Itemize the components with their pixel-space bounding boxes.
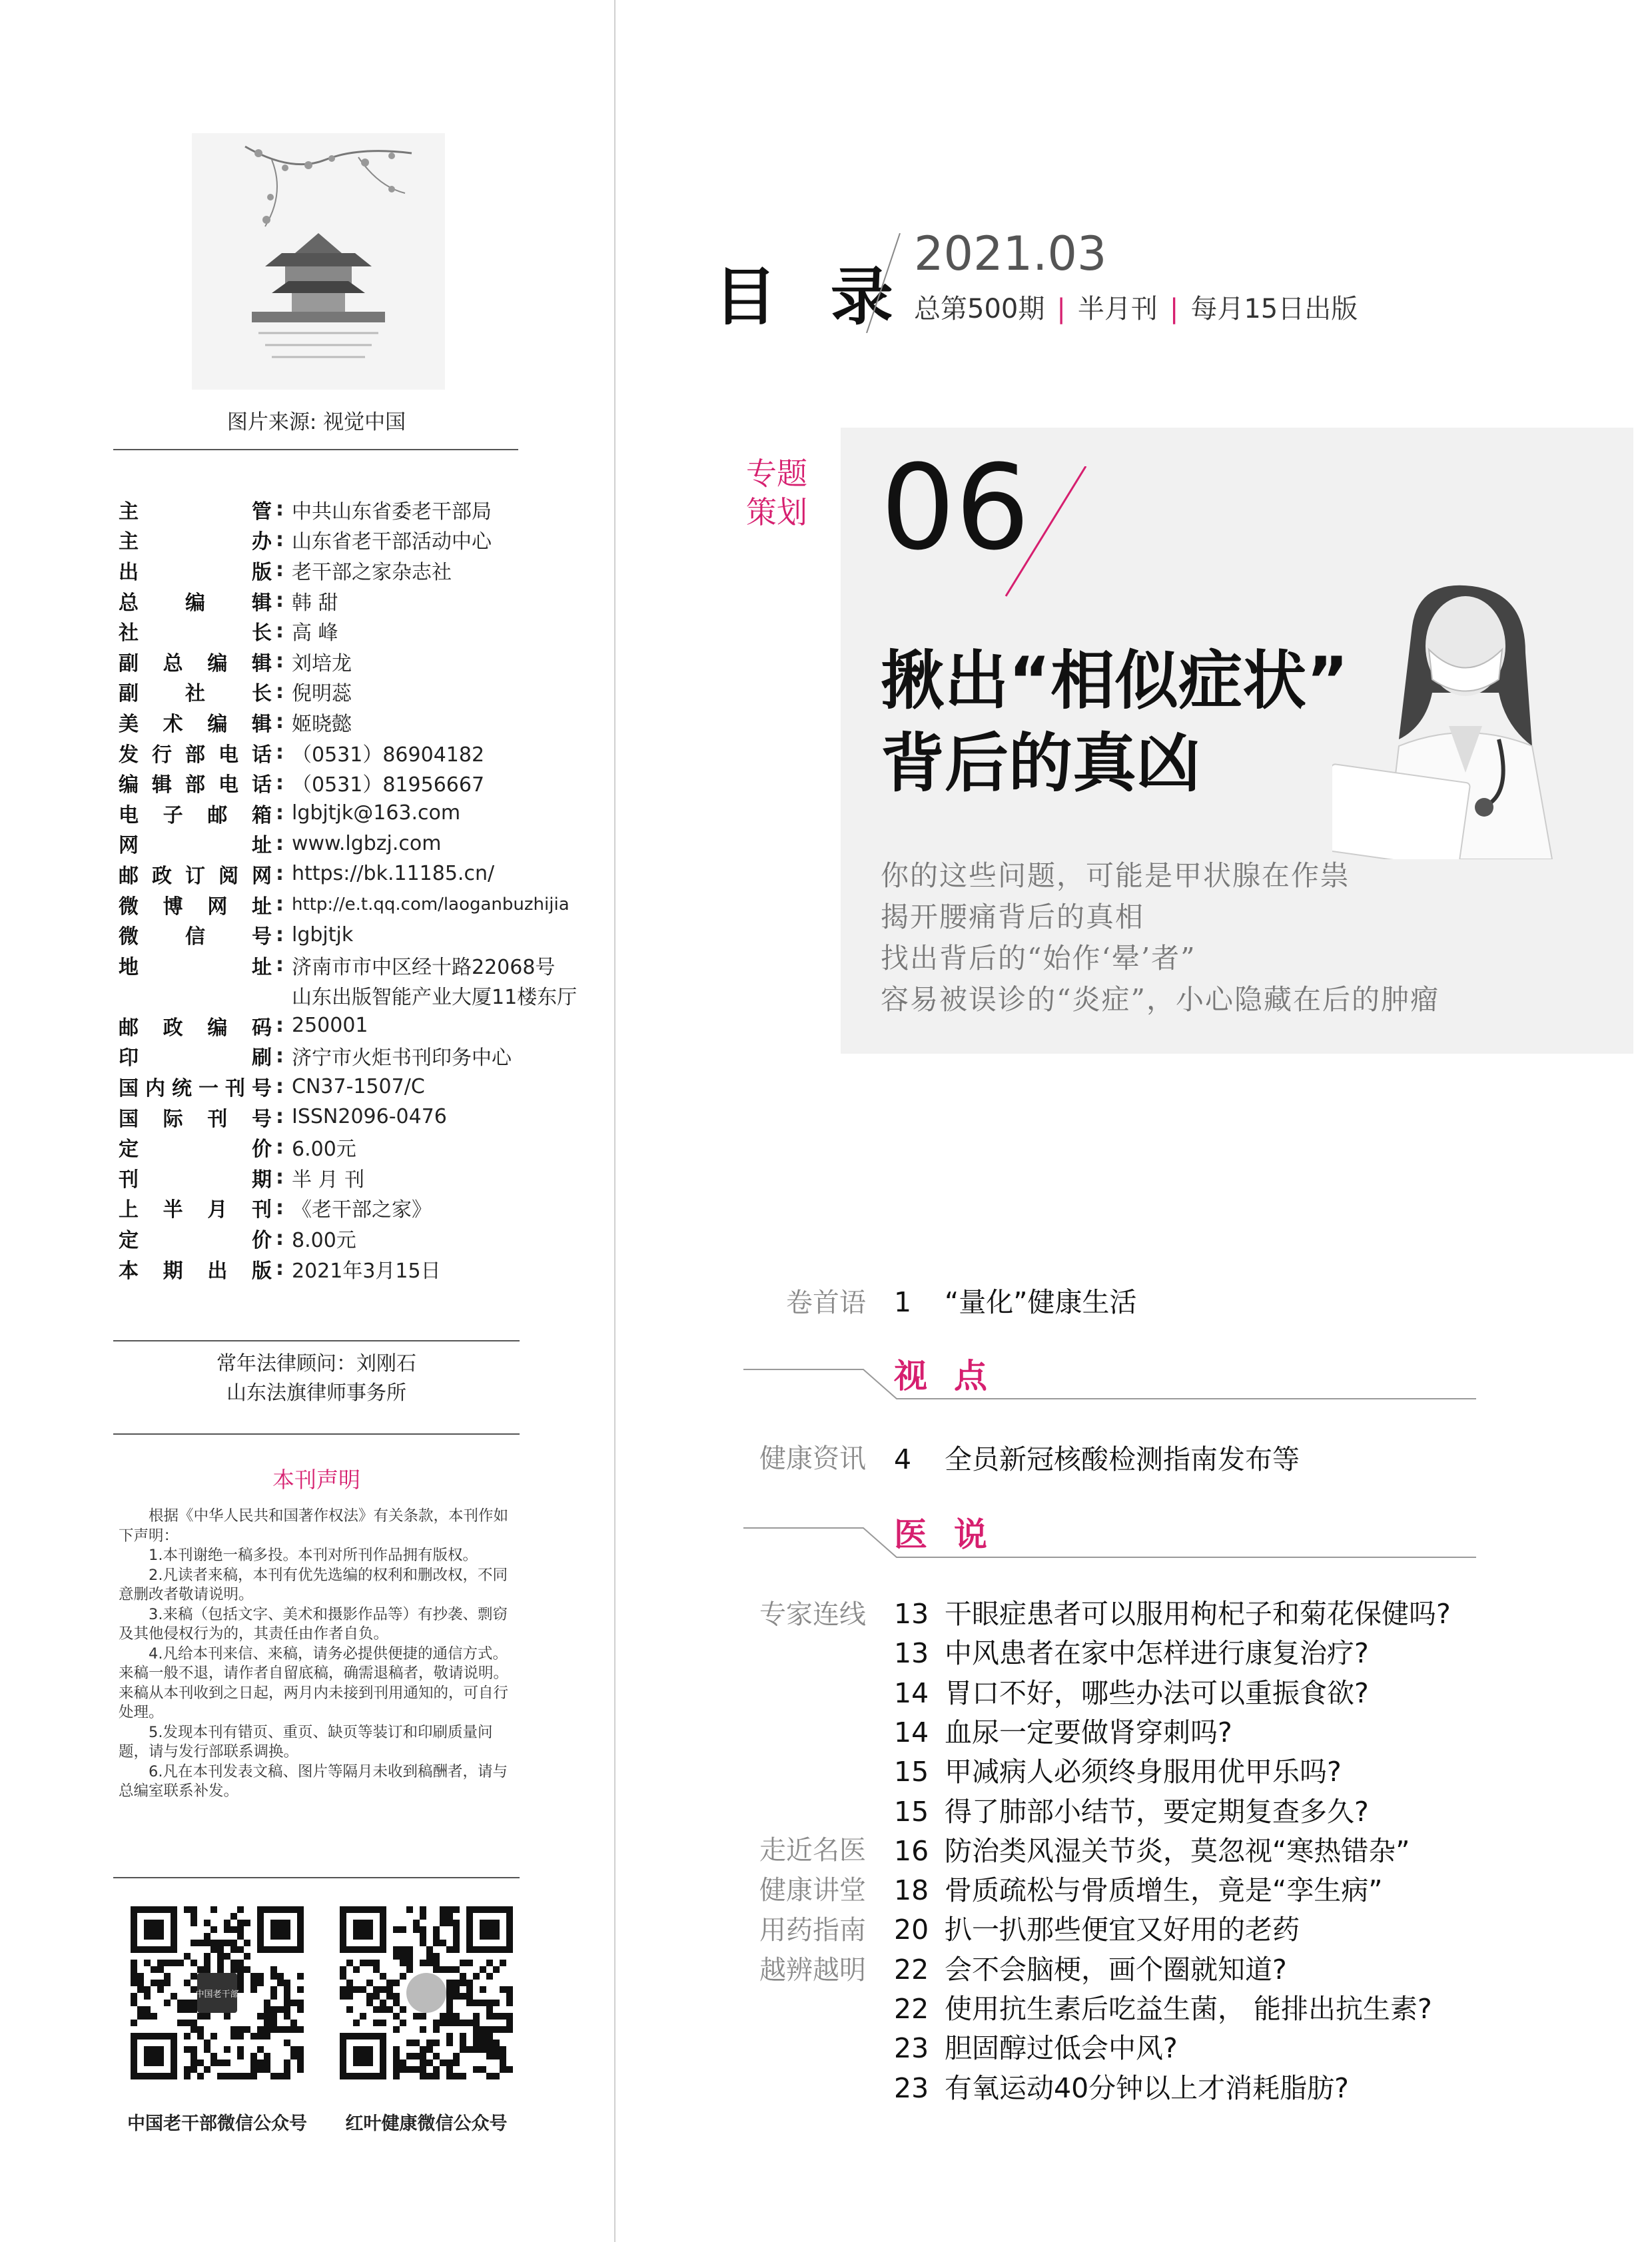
feature-subline[interactable]: 揭开腰痛背后的真相	[881, 901, 1145, 933]
masthead-label-char: 编	[207, 651, 228, 675]
masthead-colon: :	[276, 923, 284, 946]
masthead-label-char: 一	[199, 1077, 218, 1101]
masthead-label	[119, 920, 272, 949]
masthead-label-char: 刊	[119, 1168, 139, 1192]
masthead-value: 姬晓懿	[292, 712, 352, 736]
masthead-label-char: 管	[252, 500, 272, 524]
masthead-row	[119, 980, 598, 1011]
toc-entry[interactable]	[894, 1750, 1342, 1789]
masthead-label-char: 定	[119, 1229, 139, 1253]
masthead-label-char: 术	[163, 712, 183, 736]
feature-tag-line1: 专题	[746, 456, 807, 492]
entry-page: 13	[894, 1598, 929, 1630]
masthead-row	[119, 555, 598, 585]
toc-entry[interactable]	[894, 1948, 1287, 1987]
feature-sublines	[881, 855, 1440, 1020]
entry-title: 中风患者在家中怎样进行康复治疗?	[945, 1637, 1369, 1670]
masthead-label-char: 社	[119, 621, 139, 645]
masthead-label-char: 订	[185, 864, 205, 888]
masthead-label-char: 部	[185, 743, 205, 767]
masthead-value: （0531）86904182	[292, 743, 485, 767]
masthead-label-char: 辑	[252, 591, 272, 615]
masthead-label	[119, 950, 272, 980]
masthead-label-char: 微	[119, 895, 139, 919]
masthead-row	[119, 1193, 598, 1224]
masthead-label-char: 阅	[218, 864, 238, 888]
masthead-value: CN37-1507/C	[292, 1074, 425, 1098]
entry-title: 胆固醇过低会中风?	[945, 2032, 1178, 2065]
masthead-label-char: 期	[163, 1259, 183, 1283]
page-title: 目 录	[714, 261, 909, 334]
masthead-colon: :	[276, 679, 284, 703]
masthead-value: 山东省老干部活动中心	[292, 530, 492, 554]
masthead-label-char: 价	[252, 1138, 272, 1162]
category-expert-line: 专家连线	[759, 1599, 866, 1630]
entry-page: 23	[894, 2071, 929, 2104]
legal-advisor	[113, 1349, 520, 1408]
masthead-label-char: 电	[218, 773, 238, 797]
masthead-value: 刘培龙	[292, 651, 352, 675]
masthead-label-char: 国	[119, 1107, 139, 1131]
toc-entry[interactable]	[894, 1868, 1382, 1908]
masthead-label-char: 社	[185, 682, 205, 706]
masthead-value: 8.00元	[292, 1229, 356, 1253]
declaration-paragraph: 1.本刊谢绝一稿多投。本刊对所刊作品拥有版权。	[149, 1547, 478, 1564]
masthead-colon: :	[276, 771, 284, 795]
masthead-colon: :	[276, 649, 284, 673]
masthead-row	[119, 950, 598, 980]
masthead-colon: :	[276, 1074, 284, 1098]
toc-entry[interactable]	[894, 1829, 1410, 1868]
masthead-row	[119, 1132, 598, 1162]
masthead-colon: :	[276, 619, 284, 643]
headline-line1: 揪出“相似症状”	[881, 643, 1349, 718]
masthead-label	[119, 707, 272, 737]
masthead-value: lgbjtjk	[292, 923, 354, 946]
masthead-label-char: 上	[119, 1198, 139, 1222]
masthead-label-char: 出	[207, 1259, 228, 1283]
issue-number: 总第500期	[914, 294, 1045, 324]
masthead-label-char: 刷	[252, 1046, 272, 1070]
category-health-lecture: 健康讲堂	[759, 1875, 866, 1906]
masthead-row	[119, 737, 598, 768]
masthead-colon: :	[276, 498, 284, 522]
masthead-label-char: 码	[251, 1016, 272, 1040]
entry-title: 防治类风湿关节炎，莫忽视“寒热错杂”	[945, 1834, 1410, 1867]
masthead-label	[119, 677, 272, 706]
entry-title: 干眼症患者可以服用枸杞子和菊花保健吗?	[945, 1598, 1451, 1630]
masthead-label	[119, 1163, 272, 1192]
entry-title: 血尿一定要做肾穿刺吗?	[945, 1716, 1232, 1748]
masthead-label-char: 本	[119, 1259, 139, 1283]
masthead-colon: :	[276, 801, 284, 825]
masthead-row	[119, 1041, 598, 1072]
masthead-label-char: 版	[251, 1259, 272, 1283]
separator: |	[1169, 294, 1179, 324]
declaration-text	[119, 1507, 518, 1802]
masthead-label-char: 话	[252, 773, 272, 797]
masthead-label-char: 内	[145, 1077, 165, 1101]
pagoda-illustration	[192, 133, 445, 390]
masthead-label-char: 总	[163, 651, 183, 675]
entry-page: 14	[894, 1716, 929, 1748]
masthead-value: 济南市市中区经十路22068号	[292, 955, 556, 979]
toc-entry[interactable]	[894, 1592, 1451, 1631]
masthead-label-char: 政	[152, 864, 172, 888]
declaration-title: 本刊声明	[272, 1467, 360, 1493]
masthead-row	[119, 798, 598, 829]
masthead-label-char: 半	[163, 1198, 183, 1222]
masthead-row	[119, 677, 598, 707]
masthead-label-char: 邮	[119, 1016, 139, 1040]
toc-entry[interactable]	[894, 1790, 1369, 1829]
masthead-label-char: 博	[163, 895, 183, 919]
masthead-label	[119, 586, 272, 615]
entry-page: 15	[894, 1756, 929, 1788]
entry-page: 15	[894, 1795, 929, 1828]
masthead-label-char: 微	[119, 925, 139, 949]
toc-entry[interactable]	[894, 2026, 1178, 2065]
masthead-label	[119, 1072, 272, 1101]
masthead-row	[119, 707, 598, 737]
masthead-colon: :	[276, 831, 284, 855]
declaration-paragraph: 2.凡读者来稿，本刊有优先选编的权利和删改权，不同意删改者敬请说明。	[119, 1566, 508, 1603]
masthead-label-char: 版	[252, 560, 272, 584]
toc-entry[interactable]	[894, 2066, 1349, 2105]
toc-entry[interactable]	[894, 1437, 1300, 1477]
masthead-label-char: 行	[152, 743, 172, 767]
masthead-row	[119, 1071, 598, 1102]
category-health-news: 健康资讯	[759, 1443, 866, 1474]
masthead-label-char: 地	[119, 955, 139, 979]
feature-subline[interactable]: 容易被误诊的“炎症”，小心隐藏在后的肿瘤	[881, 983, 1440, 1016]
masthead-colon: :	[276, 1135, 284, 1159]
entry-title: 甲减病人必须终身服用优甲乐吗?	[945, 1756, 1342, 1788]
masthead-label	[119, 829, 272, 858]
toc-entry[interactable]	[894, 1671, 1369, 1710]
toc-entry[interactable]	[894, 1631, 1369, 1671]
masthead-row	[119, 525, 598, 556]
qr1-label: 中国老干部微信公众号	[127, 2113, 307, 2134]
entry-page: 13	[894, 1637, 929, 1670]
masthead-value: （0531）81956667	[292, 773, 485, 797]
masthead-label	[119, 525, 272, 554]
feature-slash	[999, 466, 1092, 599]
masthead-label	[119, 799, 272, 828]
feature-headline[interactable]	[881, 639, 1348, 805]
masthead-colon: :	[276, 953, 284, 977]
divider	[113, 1877, 520, 1878]
masthead	[119, 494, 598, 1284]
masthead-colon: :	[276, 1257, 284, 1281]
masthead-row	[119, 1162, 598, 1193]
entry-page: 4	[894, 1443, 912, 1475]
section-rule-2	[743, 1525, 1476, 1565]
declaration-paragraph: 5.发现本刊有错页、重页、缺页等装订和印刷质量问题，请与发行部联系调换。	[119, 1723, 493, 1760]
entry-title: 得了肺部小结节，要定期复查多久?	[945, 1795, 1369, 1828]
headline-line2: 背后的真凶	[881, 726, 1200, 801]
masthead-label-char: 网	[207, 895, 228, 919]
masthead-row	[119, 1102, 598, 1132]
masthead-label-char: 号	[252, 925, 272, 949]
masthead-colon: :	[276, 1196, 284, 1220]
masthead-label-char: 网	[119, 834, 139, 858]
masthead-value[interactable]: lgbjtjk@163.com	[292, 801, 461, 825]
masthead-label-char: 刊	[251, 1198, 272, 1222]
toc-entry[interactable]	[894, 1908, 1300, 1947]
entry-page: 14	[894, 1677, 929, 1709]
masthead-value: 6.00元	[292, 1138, 356, 1162]
law-firm: 山东法旗律师事务所	[226, 1381, 406, 1405]
masthead-value[interactable]: https://bk.11185.cn/	[292, 862, 495, 886]
masthead-value: 2021年3月15日	[292, 1259, 441, 1283]
separator: |	[1056, 294, 1066, 324]
masthead-row	[119, 889, 598, 920]
entry-page: 23	[894, 2032, 929, 2065]
entry-page: 22	[894, 1953, 929, 1986]
issue-date: 2021.03	[914, 226, 1107, 281]
masthead-label	[119, 1132, 272, 1162]
masthead-label	[119, 859, 272, 889]
divider	[113, 449, 518, 450]
toc-entry[interactable]	[894, 1987, 1432, 2026]
masthead-colon: :	[276, 893, 284, 917]
section-title-viewpoint: 视点	[894, 1356, 1014, 1395]
masthead-colon: :	[276, 1226, 284, 1250]
masthead-label	[119, 738, 272, 767]
masthead-label-char: 印	[119, 1046, 139, 1070]
column-divider	[614, 0, 616, 2242]
section-title-medical: 医说	[894, 1515, 1014, 1554]
masthead-row	[119, 919, 598, 950]
masthead-value: 老干部之家杂志社	[292, 560, 452, 584]
masthead-row	[119, 859, 598, 889]
masthead-label-char: 长	[252, 621, 272, 645]
masthead-label-char: 辑	[251, 712, 272, 736]
masthead-colon: :	[276, 741, 284, 765]
masthead-colon: :	[276, 862, 284, 886]
masthead-label-char: 址	[252, 955, 272, 979]
issue-frequency: 半月刊	[1077, 294, 1158, 324]
masthead-label-char: 邮	[119, 864, 139, 888]
feature-subline[interactable]: 找出背后的“始作‘晕’者”	[881, 942, 1196, 974]
masthead-label	[119, 1041, 272, 1070]
masthead-label-char: 主	[119, 500, 139, 524]
masthead-row	[119, 646, 598, 677]
masthead-label-char: 副	[119, 682, 139, 706]
feature-tag-line2: 策划	[746, 494, 807, 530]
entry-title: 会不会脑梗，画个圈就知道?	[945, 1953, 1287, 1986]
publication-day: 每月15日出版	[1190, 294, 1358, 324]
masthead-label-char: 政	[163, 1016, 183, 1040]
masthead-row	[119, 615, 598, 646]
masthead-label-char: 编	[207, 1016, 228, 1040]
masthead-row	[119, 829, 598, 859]
masthead-value: 山东出版智能产业大厦11楼东厅	[292, 986, 578, 1010]
masthead-label-char: 刊	[207, 1107, 228, 1131]
masthead-label-char: 统	[172, 1077, 192, 1101]
masthead-label-char: 月	[207, 1198, 228, 1222]
masthead-label	[119, 768, 272, 797]
masthead-label-char: 期	[252, 1168, 272, 1192]
qr-code-hongye[interactable]	[340, 1906, 513, 2079]
masthead-label-char: 网	[252, 864, 272, 888]
category-preface: 卷首语	[786, 1288, 866, 1318]
declaration-paragraph: 6.凡在本刊发表文稿、图片等隔月未收到稿酬者，请与总编室联系补发。	[119, 1762, 508, 1800]
picture-caption: 图片来源: 视觉中国	[226, 410, 406, 434]
qr-center-logo-text: 中国老干部	[195, 1990, 239, 2000]
masthead-label	[119, 495, 272, 524]
entry-page: 18	[894, 1874, 929, 1907]
masthead-colon: :	[276, 528, 284, 552]
entry-title: “量化”健康生活	[945, 1286, 1137, 1318]
masthead-label-char: 办	[252, 530, 272, 554]
masthead-label-char: 刊	[225, 1077, 245, 1101]
masthead-value: ISSN2096-0476	[292, 1105, 447, 1129]
masthead-label	[119, 616, 272, 645]
declaration-paragraph: 4.凡给本刊来信、来稿，请务必提供便捷的通信方式。来稿一般不退，请作者自留底稿，确需退稿者，敬请说明。来稿从本刊收到之日起，两月内未接到刊用通知的，可自行处理。	[119, 1645, 509, 1721]
masthead-value: 中共山东省委老干部局	[292, 500, 492, 524]
declaration-paragraph: 3.来稿（包括文字、美术和摄影作品等）有抄袭、剽窃及其他侵权行为的，其责任由作者自负。	[119, 1605, 508, 1643]
masthead-label-char: 国	[119, 1077, 139, 1101]
masthead-label	[119, 1102, 272, 1132]
masthead-label-char: 址	[251, 895, 272, 919]
title-slash	[863, 233, 903, 333]
qr-code-laoganbu[interactable]	[131, 1906, 304, 2079]
qr2-label: 红叶健康微信公众号	[345, 2113, 508, 2134]
masthead-label-char: 箱	[251, 803, 272, 827]
entry-title: 使用抗生素后吃益生菌， 能排出抗生素?	[945, 1993, 1432, 2025]
masthead-colon: :	[276, 558, 284, 582]
declaration-paragraph: 根据《中华人民共和国著作权法》有关条款，本刊作如下声明：	[119, 1507, 509, 1545]
masthead-label-char: 总	[119, 591, 139, 615]
masthead-label-char: 副	[119, 651, 139, 675]
masthead-value: 半 月 刊	[292, 1168, 365, 1192]
masthead-label-char: 电	[218, 743, 238, 767]
masthead-label-char: 号	[251, 1107, 272, 1131]
masthead-label-char: 定	[119, 1138, 139, 1162]
masthead-colon: :	[276, 589, 284, 613]
masthead-value: 250001	[292, 1014, 368, 1038]
masthead-label-char: 价	[252, 1229, 272, 1253]
masthead-row	[119, 1010, 598, 1041]
masthead-label-char: 长	[252, 682, 272, 706]
masthead-label	[119, 1254, 272, 1284]
entry-page: 16	[894, 1834, 929, 1867]
masthead-label-char: 出	[119, 560, 139, 584]
masthead-colon: :	[276, 1166, 284, 1190]
masthead-label-char: 主	[119, 530, 139, 554]
entry-title: 骨质疏松与骨质增生，竟是“孪生病”	[945, 1874, 1383, 1907]
feature-page-number[interactable]: 06	[881, 440, 1030, 576]
masthead-label-char: 美	[119, 712, 139, 736]
legal-advisor-name: 常年法律顾问：刘刚石	[216, 1352, 416, 1375]
feature-tag	[746, 454, 807, 532]
masthead-value: 韩 甜	[292, 591, 338, 615]
masthead-value: 济宁市火炬书刊印务中心	[292, 1046, 512, 1070]
masthead-label	[119, 1011, 272, 1040]
category-medication-guide: 用药指南	[759, 1915, 866, 1946]
masthead-colon: :	[276, 1105, 284, 1129]
section-rule-1	[743, 1367, 1476, 1407]
entry-page: 1	[894, 1286, 912, 1318]
masthead-value[interactable]: www.lgbzj.com	[292, 831, 442, 855]
masthead-label-char: 辑	[152, 773, 172, 797]
masthead-label-char: 编	[185, 591, 205, 615]
entry-title: 全员新冠核酸检测指南发布等	[945, 1443, 1300, 1475]
masthead-label	[119, 1224, 272, 1253]
masthead-label-char: 发	[119, 743, 139, 767]
masthead-label-char: 编	[119, 773, 139, 797]
masthead-label	[119, 647, 272, 676]
masthead-label	[119, 1193, 272, 1222]
masthead-label-char: 邮	[207, 803, 228, 827]
divider	[113, 1433, 520, 1435]
category-famous-doctor: 走近名医	[759, 1835, 866, 1866]
masthead-label-char: 部	[185, 773, 205, 797]
entry-page: 22	[894, 1993, 929, 2025]
feature-subline[interactable]: 你的这些问题，可能是甲状腺在作祟	[881, 859, 1350, 892]
masthead-label-char: 号	[252, 1077, 272, 1101]
masthead-colon: :	[276, 710, 284, 734]
masthead-label-char: 子	[163, 803, 183, 827]
masthead-colon: :	[276, 1044, 284, 1068]
masthead-value[interactable]: http://e.t.qq.com/laoganbuzhijia	[292, 894, 570, 915]
masthead-row	[119, 767, 598, 798]
entry-page: 20	[894, 1914, 929, 1946]
toc-entry[interactable]	[894, 1710, 1232, 1750]
masthead-row	[119, 585, 598, 616]
masthead-colon: :	[276, 1014, 284, 1038]
masthead-label-char: 际	[163, 1107, 183, 1131]
masthead-label-char: 电	[119, 803, 139, 827]
issue-info	[914, 288, 1358, 326]
masthead-label	[119, 556, 272, 585]
masthead-value: 倪明蕊	[292, 682, 352, 706]
entry-title: 扒一扒那些便宜又好用的老药	[945, 1914, 1300, 1946]
doctor-illustration	[1332, 573, 1599, 859]
toc-entry-preface[interactable]	[894, 1280, 1136, 1319]
entry-title: 胃口不好，哪些办法可以重振食欲?	[945, 1677, 1369, 1709]
masthead-value: 高 峰	[292, 621, 338, 645]
masthead-label	[119, 890, 272, 919]
masthead-row	[119, 1223, 598, 1254]
category-myth-busting: 越辨越明	[759, 1955, 866, 1986]
divider	[113, 1340, 520, 1341]
masthead-label-char: 信	[185, 925, 205, 949]
masthead-row	[119, 494, 598, 525]
masthead-row	[119, 1254, 598, 1284]
masthead-value: 《老干部之家》	[292, 1198, 432, 1222]
masthead-label-char: 话	[252, 743, 272, 767]
entry-title: 有氧运动40分钟以上才消耗脂肪?	[945, 2071, 1349, 2104]
masthead-label-char: 编	[207, 712, 228, 736]
masthead-label-char: 址	[252, 834, 272, 858]
masthead-label-char: 辑	[251, 651, 272, 675]
